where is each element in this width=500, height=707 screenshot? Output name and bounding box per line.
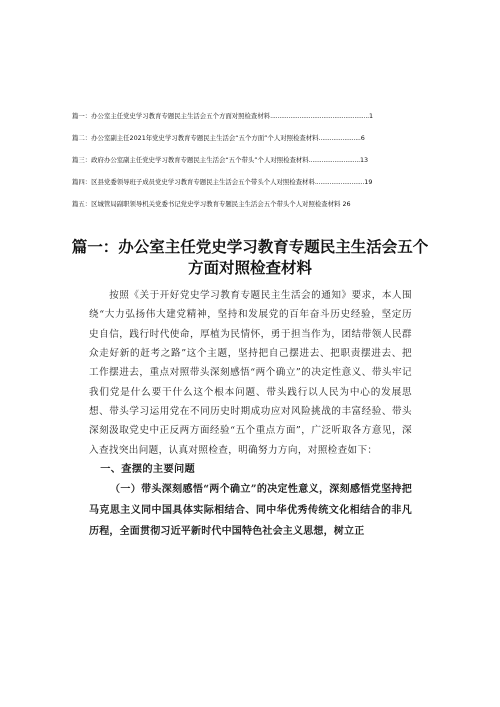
toc-item-page: 6 [360, 134, 365, 142]
point-paragraph: （一）带头深刻感悟“两个确立”的决定性意义，深刻感悟党坚持把马克思主义同中国具体实际相结合、同中华优秀传统文化相结合的非凡历程，全面贯彻习近平新时代中国特色社会主义思想，树立正 [89, 484, 412, 538]
body-text [89, 286, 412, 542]
toc-item-page: 26 [342, 200, 351, 208]
toc-item-page: 1 [369, 112, 374, 120]
toc-item-page: 13 [359, 156, 369, 164]
toc-item-title: 篇三：政府办公室副主任党史学习教育专题民主生活会“五个带头”个人对照检查材料 [72, 156, 309, 164]
toc-item-leader: ........................... [314, 178, 365, 186]
toc-item[interactable] [72, 112, 432, 134]
toc-item[interactable] [72, 178, 432, 200]
toc-item-title: 篇一：办公室主任党史学习教育专题民主生活会五个方面对照检查材料 [72, 112, 271, 120]
toc-item-page: 19 [364, 178, 373, 186]
toc-item-leader: ....................... [318, 134, 361, 142]
toc-item[interactable] [72, 134, 432, 156]
title-line-1: 篇一：办公室主任党史学习教育专题民主生活会五个 [71, 238, 429, 256]
page-title [60, 237, 440, 279]
section-heading: 一、查摆的主要问题 [100, 464, 196, 476]
toc-item-title: 篇四：区县党委领导班子成员党史学习教育专题民主生活会五个带头个人对照检查材料 [72, 178, 315, 186]
toc-item[interactable] [72, 200, 432, 222]
toc-item-title: 篇二：办公室副主任2021年党史学习教育专题民主生活会“五个方面”个人对照检查材料 [72, 134, 319, 142]
toc-item-leader: ...................................................... [270, 112, 370, 120]
toc-item-leader: ............................ [308, 156, 360, 164]
table-of-contents [72, 112, 432, 222]
toc-item-title: 篇五：区城管局副职领导机关党委书记党史学习教育专题民主生活会五个带头个人对照检查材料 [72, 200, 341, 208]
intro-paragraph: 按照《关于开好党史学习教育专题民主生活会的通知》要求，本人围绕“大力弘扬伟大建党精神，坚持和发展党的百年奋斗历史经验，坚定历史自信，践行时代使命，厚植为民情怀，勇于担当作为，团结带领人民群众走好新的赶考之路”这个主题，坚持把自己摆进去、把职责摆进去、把工作摆进去，重点对照带头深刻感悟“两个确立”的决定性意义、带头牢记我们党是什么要干什么这个根本问题、带头践行以人民为中心的发展思想、带头学习运用党在不同历史时期成功应对风险挑战的丰富经验、带头深刻汲取党史中正反两方面经验“五个重点方面”，广泛听取各方意见，深入查找突出问题，认真对照检查，明确努力方向，对照检查如下： [89, 290, 412, 456]
toc-item[interactable] [72, 156, 432, 178]
title-line-2: 方面对照检查材料 [187, 259, 312, 277]
